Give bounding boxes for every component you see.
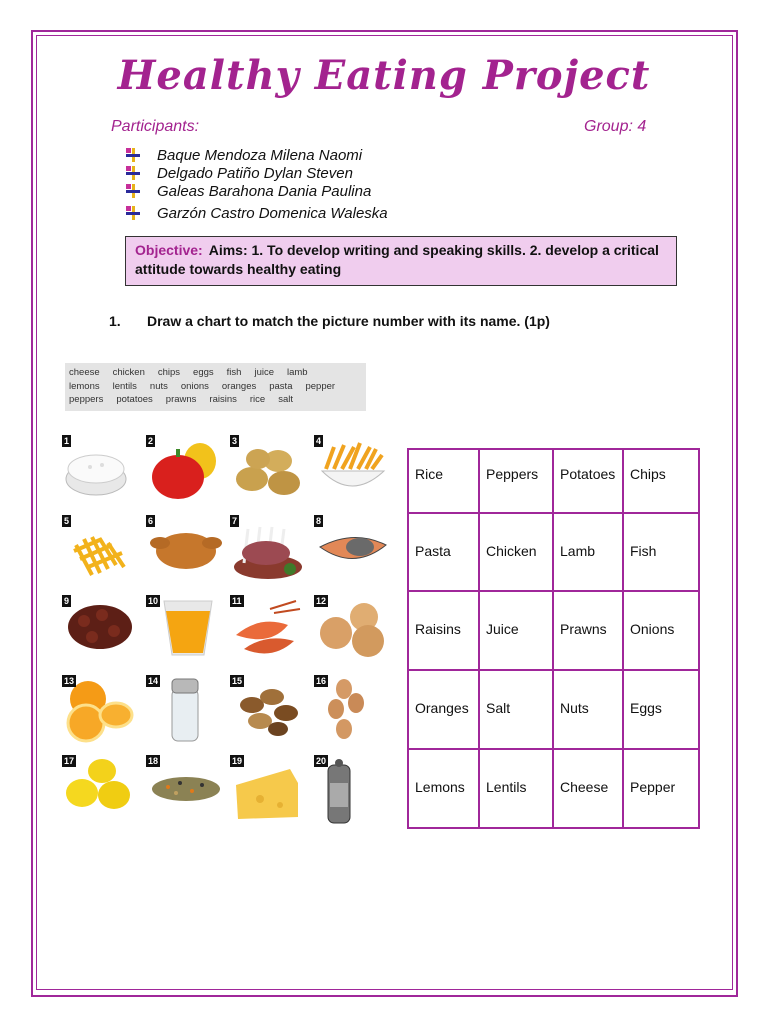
eggs-icon: 16 bbox=[314, 675, 394, 747]
word: onions bbox=[180, 380, 209, 392]
objective-text: Aims: 1. To develop writing and speaking skills. 2. develop a critical attitude towards healthy eating bbox=[135, 242, 659, 277]
potatoes-icon: 3 bbox=[230, 435, 310, 507]
pepper-mill-icon: 20 bbox=[314, 755, 394, 827]
bullet-icon bbox=[126, 148, 142, 162]
word-bank bbox=[65, 363, 366, 411]
bullet-icon bbox=[126, 184, 142, 198]
pasta-icon: 5 bbox=[62, 515, 142, 587]
word: peppers bbox=[69, 394, 104, 405]
chart-row bbox=[408, 670, 699, 749]
peppers-icon: 2 bbox=[146, 435, 226, 507]
word: chips bbox=[157, 367, 181, 378]
cheese-icon: 19 bbox=[230, 755, 310, 827]
chart-cell: Pasta bbox=[408, 513, 479, 591]
chart-cell: Lentils bbox=[479, 749, 553, 828]
word: rice bbox=[249, 394, 266, 405]
word: pepper bbox=[305, 380, 336, 392]
question-text: Draw a chart to match the picture number with its name. (1p) bbox=[147, 313, 550, 329]
chart-cell: Nuts bbox=[553, 670, 623, 749]
chart-cell: Chicken bbox=[479, 513, 553, 591]
chart-cell: Peppers bbox=[479, 449, 553, 513]
participant-name: Delgado Patiño Dylan Steven bbox=[157, 164, 353, 182]
chart-cell: Onions bbox=[623, 591, 699, 670]
rice-bowl-icon: 1 bbox=[62, 435, 142, 507]
chart-cell: Chips bbox=[623, 449, 699, 513]
objective-label: Objective: bbox=[135, 242, 203, 258]
word: prawns bbox=[165, 394, 197, 405]
participants-label: Participants: bbox=[111, 118, 200, 135]
chart-row bbox=[408, 449, 699, 513]
chart-cell: Juice bbox=[479, 591, 553, 670]
answer-chart bbox=[407, 448, 700, 829]
lemons-icon: 17 bbox=[62, 755, 142, 827]
chart-cell: Oranges bbox=[408, 670, 479, 749]
fish-icon: 8 bbox=[314, 515, 394, 587]
word: fish bbox=[226, 367, 242, 378]
bullet-icon bbox=[126, 166, 142, 180]
word: nuts bbox=[149, 380, 168, 392]
word: cheese bbox=[69, 367, 100, 378]
objective-box bbox=[125, 236, 677, 286]
group-label: Group: 4 bbox=[584, 118, 647, 135]
participant-name: Baque Mendoza Milena Naomi bbox=[157, 146, 363, 164]
word: juice bbox=[254, 367, 274, 378]
onions-icon: 12 bbox=[314, 595, 394, 667]
chart-cell: Prawns bbox=[553, 591, 623, 670]
prawns-icon: 11 bbox=[230, 595, 310, 667]
oranges-icon: 13 bbox=[62, 675, 142, 747]
word: eggs bbox=[193, 367, 214, 378]
chart-row bbox=[408, 749, 699, 828]
participant-item bbox=[126, 204, 388, 222]
chart-cell: Fish bbox=[623, 513, 699, 591]
salt-icon: 14 bbox=[146, 675, 226, 747]
chart-cell: Lemons bbox=[408, 749, 479, 828]
participants-list bbox=[126, 146, 388, 222]
page-title: Healthy Eating Project bbox=[117, 52, 651, 99]
word: lamb bbox=[287, 367, 308, 378]
chart-cell: Eggs bbox=[623, 670, 699, 749]
participant-name: Garzón Castro Domenica Waleska bbox=[157, 204, 388, 222]
picture-grid bbox=[62, 435, 392, 835]
word-bank-row bbox=[69, 367, 366, 381]
word: potatoes bbox=[116, 394, 153, 405]
word: pasta bbox=[269, 380, 293, 392]
raisins-icon: 9 bbox=[62, 595, 142, 667]
lentils-icon: 18 bbox=[146, 755, 226, 827]
chart-row bbox=[408, 513, 699, 591]
word: lentils bbox=[112, 380, 137, 392]
chart-cell: Raisins bbox=[408, 591, 479, 670]
chart-cell: Rice bbox=[408, 449, 479, 513]
chart-cell: Salt bbox=[479, 670, 553, 749]
lamb-icon: 7 bbox=[230, 515, 310, 587]
chart-row bbox=[408, 591, 699, 670]
chart-cell: Cheese bbox=[553, 749, 623, 828]
question-number: 1. bbox=[109, 313, 121, 329]
chart-cell: Pepper bbox=[623, 749, 699, 828]
participant-item bbox=[126, 182, 388, 200]
bullet-icon bbox=[126, 206, 142, 220]
word: salt bbox=[278, 394, 293, 405]
chips-icon: 4 bbox=[314, 435, 394, 507]
participant-name: Galeas Barahona Dania Paulina bbox=[157, 182, 372, 200]
word-bank-row bbox=[69, 381, 366, 395]
juice-icon: 10 bbox=[146, 595, 226, 667]
chart-cell: Lamb bbox=[553, 513, 623, 591]
word: oranges bbox=[221, 380, 257, 392]
word: chicken bbox=[112, 367, 145, 378]
word: lemons bbox=[69, 380, 100, 392]
participant-item bbox=[126, 146, 388, 164]
word-bank-row bbox=[69, 394, 366, 408]
chart-cell: Potatoes bbox=[553, 449, 623, 513]
word: raisins bbox=[209, 394, 237, 405]
nuts-icon: 15 bbox=[230, 675, 310, 747]
question-1 bbox=[109, 313, 550, 329]
participant-item bbox=[126, 164, 388, 182]
chicken-icon: 6 bbox=[146, 515, 226, 587]
